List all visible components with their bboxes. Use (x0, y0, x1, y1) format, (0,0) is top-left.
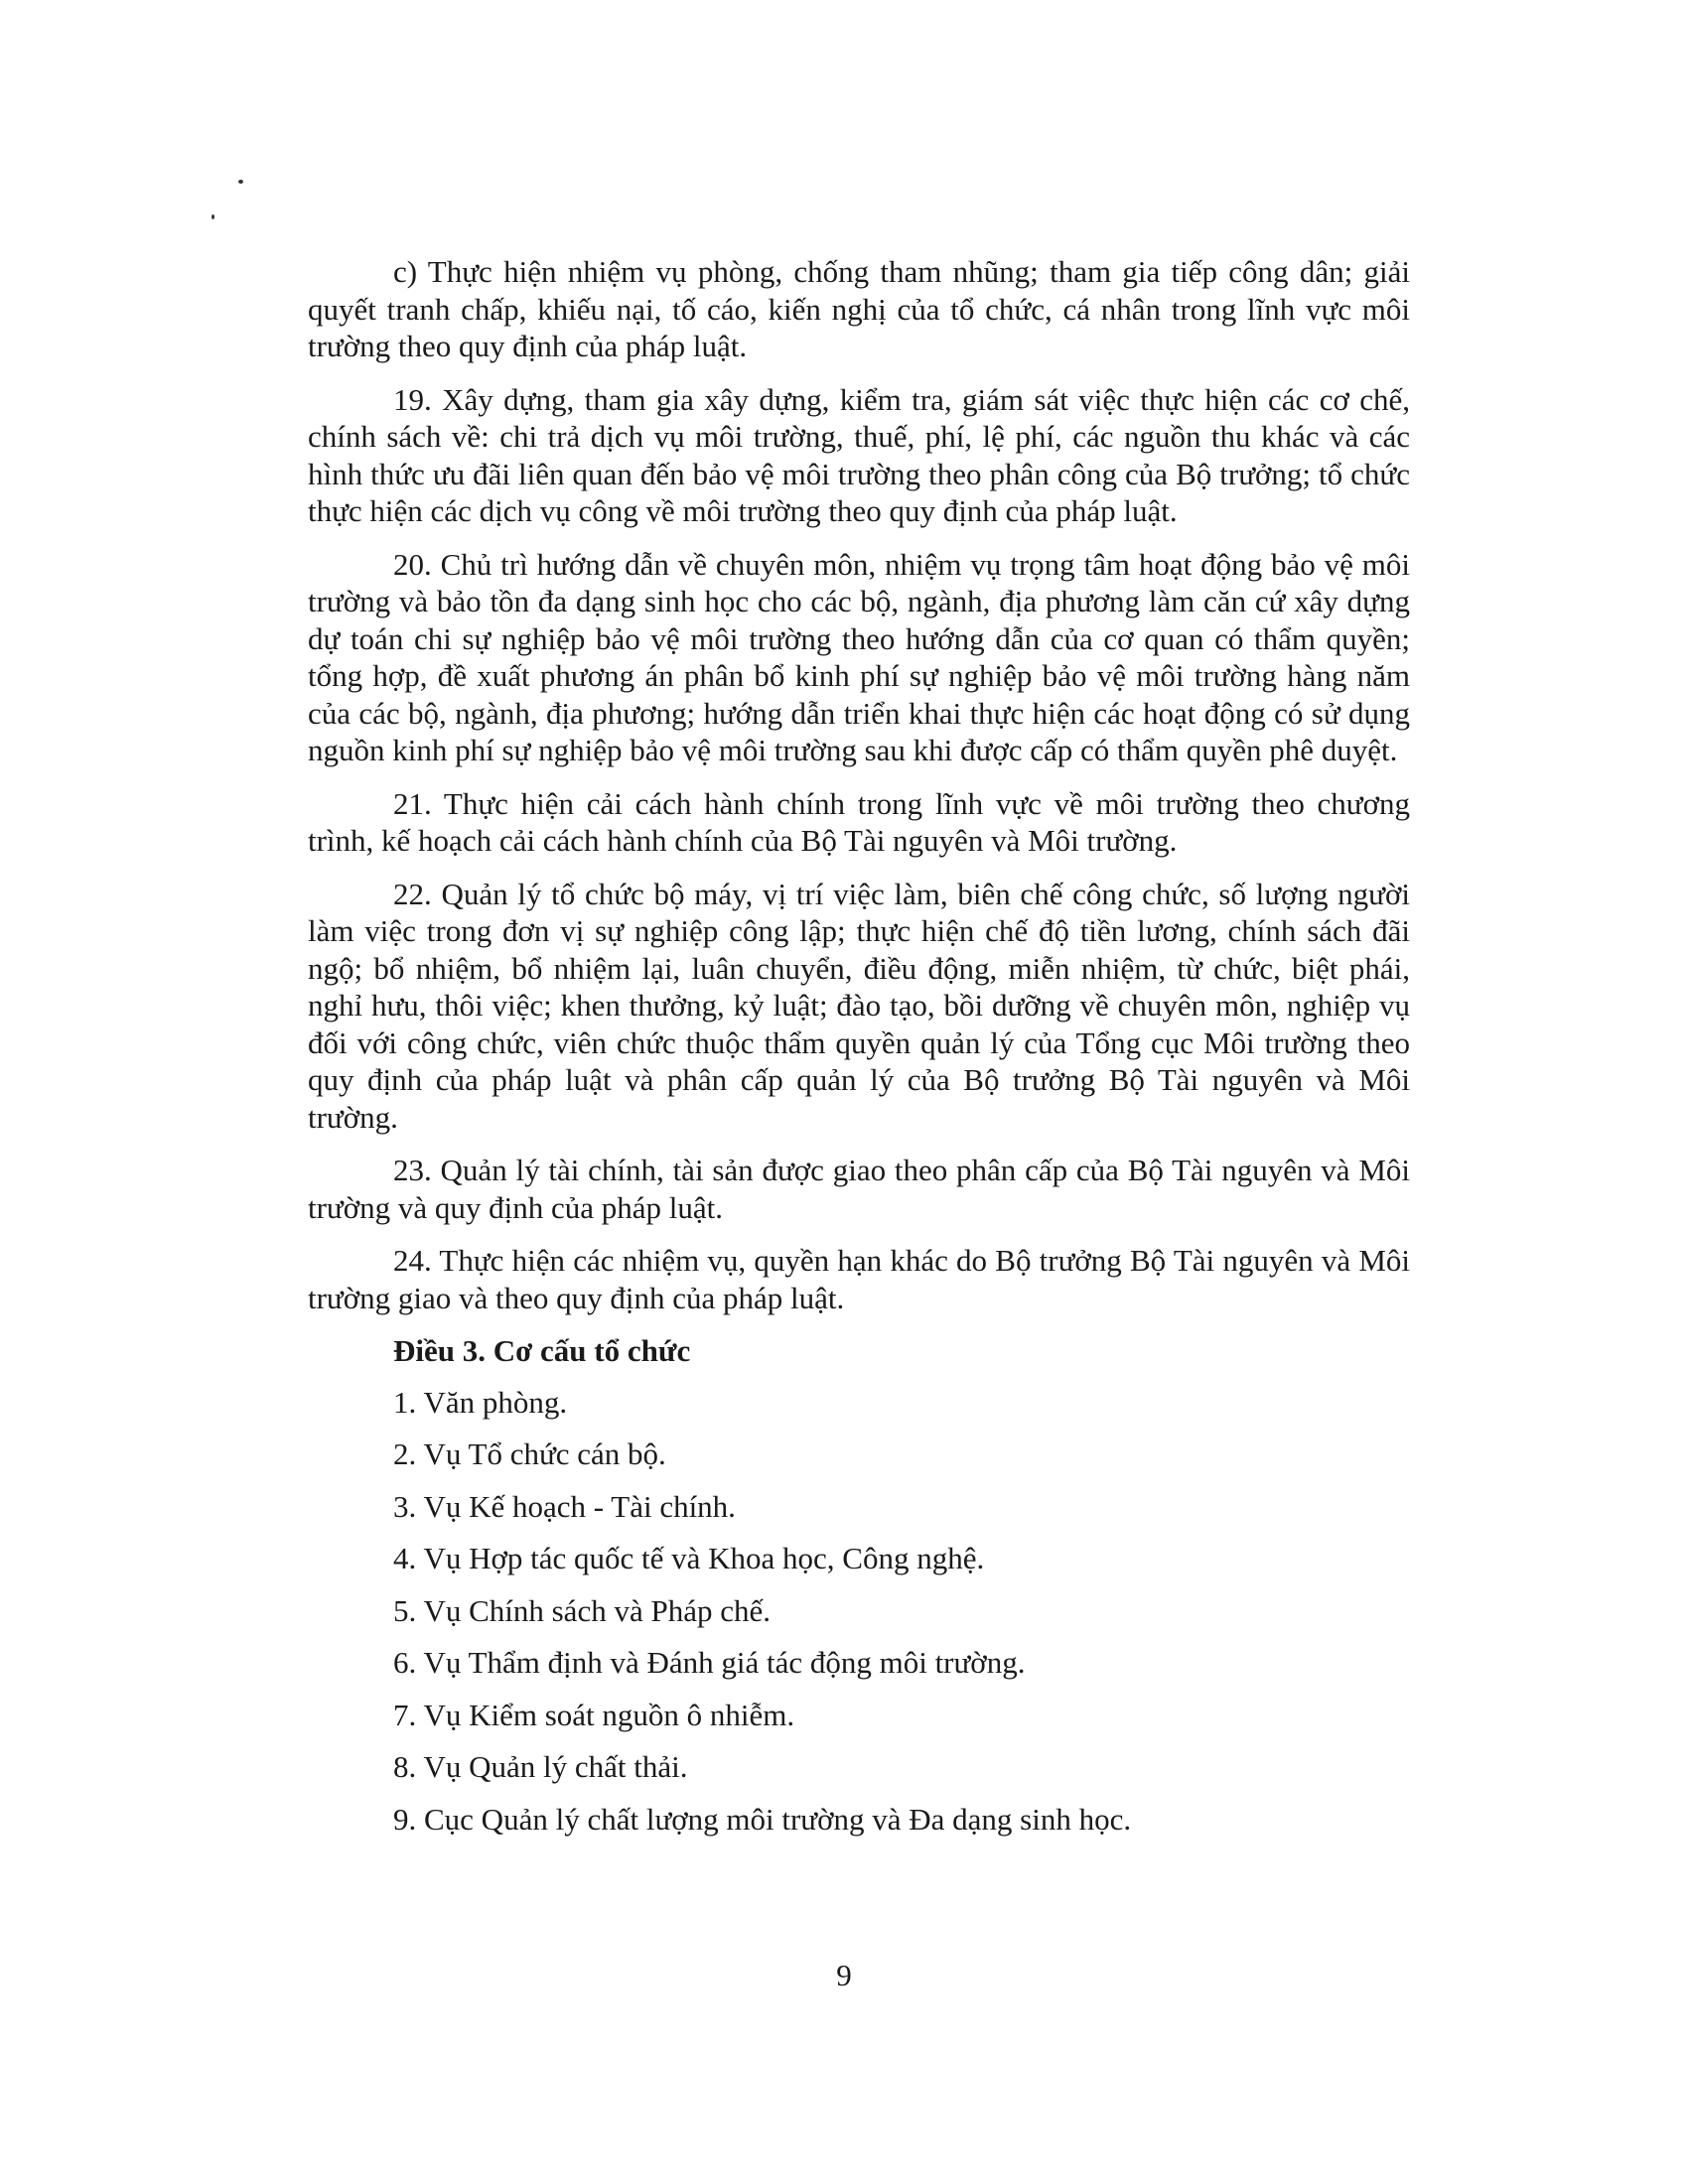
paragraph-24: 24. Thực hiện các nhiệm vụ, quyền hạn khác do Bộ trưởng Bộ Tài nguyên và Môi trường giao và theo quy định của pháp luật. (308, 1243, 1410, 1315)
list-item: 9. Cục Quản lý chất lượng môi trường và Đa dạng sinh học. (393, 1801, 1132, 1837)
article-heading: Điều 3. Cơ cấu tổ chức (393, 1333, 691, 1368)
paragraph-22: 22. Quản lý tổ chức bộ máy, vị trí việc làm, biên chế công chức, số lượng người làm việc trong đơn vị sự nghiệp công lập; thực hiện chế độ tiền lương, chính sách đãi ngộ; bổ nhiệm, bổ nhiệm lại, luân chuyển, điều động, miễn nhiệm, từ chức, biệt phái, nghỉ hưu, thôi việc; khen thưởng, kỷ luật; đào tạo, bồi dưỡng về chuyên môn, nghiệp vụ đối với công chức, viên chức thuộc thẩm quyền quản lý của Tổng cục Môi trường theo quy định của pháp luật và phân cấp quản lý của Bộ trưởng Bộ Tài nguyên và Môi trường. (308, 876, 1410, 1135)
list-item: 2. Vụ Tổ chức cán bộ. (393, 1436, 666, 1471)
list-item: 7. Vụ Kiểm soát nguồn ô nhiễm. (393, 1697, 795, 1732)
paragraph-18c: c) Thực hiện nhiệm vụ phòng, chống tham nhũng; tham gia tiếp công dân; giải quyết tranh chấp, khiếu nại, tố cáo, kiến nghị của tổ chức, cá nhân trong lĩnh vực môi trường theo quy định của pháp luật. (308, 254, 1410, 363)
scan-speck (238, 180, 243, 184)
paragraph-19: 19. Xây dựng, tham gia xây dựng, kiểm tra, giám sát việc thực hiện các cơ chế, chính sách về: chi trả dịch vụ môi trường, thuế, phí, lệ phí, các nguồn thu khác và các hình thức ưu đãi liên quan đến bảo vệ môi trường theo phân công của Bộ trưởng; tổ chức thực hiện các dịch vụ công về môi trường theo quy định của pháp luật. (308, 381, 1410, 528)
list-item: 1. Văn phòng. (393, 1384, 568, 1420)
list-item: 6. Vụ Thẩm định và Đánh giá tác động môi trường. (393, 1645, 1026, 1680)
document-body (308, 253, 1410, 1852)
list-item: 4. Vụ Hợp tác quốc tế và Khoa học, Công nghệ. (393, 1541, 985, 1575)
list-item: 5. Vụ Chính sách và Pháp chế. (393, 1592, 771, 1628)
scan-speck (211, 214, 214, 219)
list-item: 3. Vụ Kế hoạch - Tài chính. (393, 1488, 736, 1524)
list-item: 8. Vụ Quản lý chất thải. (393, 1749, 688, 1784)
paragraph-21: 21. Thực hiện cải cách hành chính trong lĩnh vực về môi trường theo chương trình, kế hoạch cải cách hành chính của Bộ Tài nguyên và Môi trường. (308, 785, 1410, 858)
paragraph-20: 20. Chủ trì hướng dẫn về chuyên môn, nhiệm vụ trọng tâm hoạt động bảo vệ môi trường và bảo tồn đa dạng sinh học cho các bộ, ngành, địa phương làm căn cứ xây dựng dự toán chi sự nghiệp bảo vệ môi trường theo hướng dẫn của cơ quan có thẩm quyền; tổng hợp, đề xuất phương án phân bổ kinh phí sự nghiệp bảo vệ môi trường hàng năm của các bộ, ngành, địa phương; hướng dẫn triển khai thực hiện các hoạt động có sử dụng nguồn kinh phí sự nghiệp bảo vệ môi trường sau khi được cấp có thẩm quyền phê duyệt. (308, 546, 1410, 767)
paragraph-23: 23. Quản lý tài chính, tài sản được giao theo phân cấp của Bộ Tài nguyên và Môi trường và quy định của pháp luật. (308, 1153, 1410, 1225)
page-number: 9 (836, 1958, 852, 1992)
